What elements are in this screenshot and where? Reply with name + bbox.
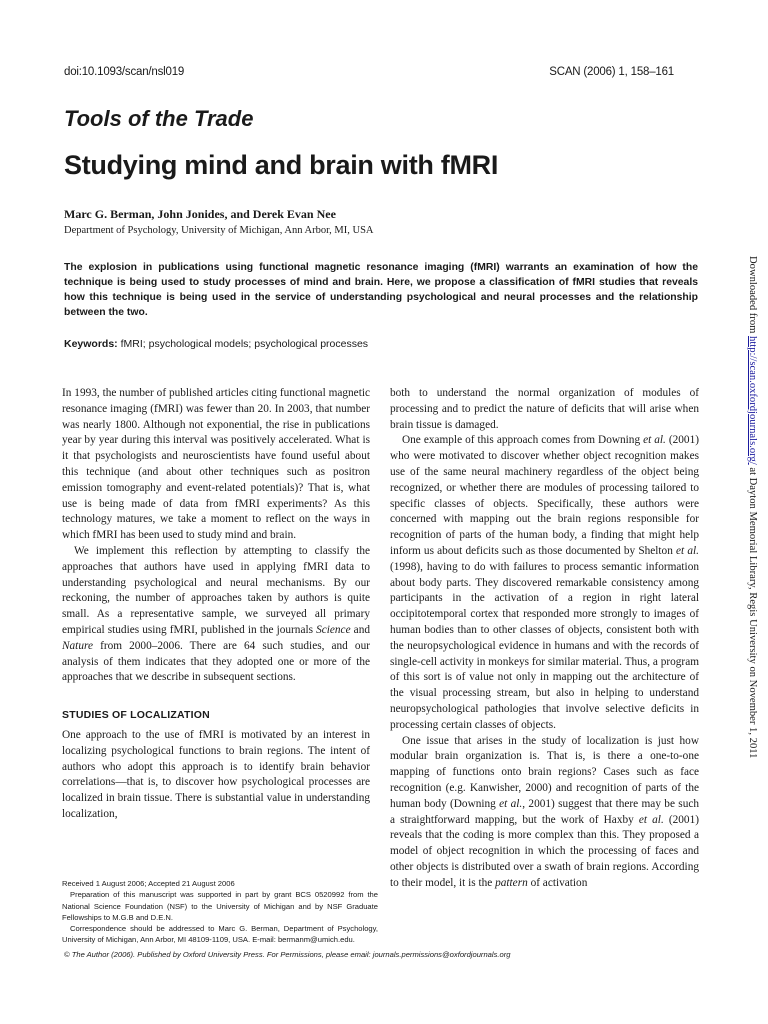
journal-name: Science	[316, 623, 351, 636]
body-paragraph: In 1993, the number of published articles citing functional magnetic resonance imaging (fMRI) was fewer than 20. In 2003, that number was nearly 1800. Although not exponential, the rise in publications year by year during this interval was positively accelerated. What is it that psychologists and neuroscientists have found useful about this technique (and about other techniques such as positron emission tomography and event-related potentials)? That is, what use is being made of data from fMRI experiments? As this technology matures, we take a moment to reflect on the ways in which fMRI has been used to study mind and brain.	[62, 387, 370, 542]
text-run: One example of this approach comes from Downing	[402, 434, 644, 447]
affiliation: Department of Psychology, University of Michigan, Ann Arbor, MI, USA	[64, 225, 374, 236]
text-run: from 2000–2006. There are 64 such studies, and our analysis of them indicates that they adopted one or more of the approaches that we describe in subsequent sections.	[62, 639, 370, 684]
text-run: , 2001) suggest that there may be such a straightforward mapping, but the work of Haxby	[390, 797, 700, 826]
keywords	[64, 338, 368, 350]
text-run: (1998), having to do with failures to process semantic information about body parts. They discovered remarkable consistency among participants in the activation of a region in right lateral occipitotemporal cortex that responded more strongly to images of human bodies than to other classes of objects, consistent both with the neuropsychological evidence in humans and with the records of single-cell activity in monkeys for similar material. Thus, a program of this sort is of value not only in mapping out the architecture of the visual processing stream, but also in helping to understand neuropsychological pathologies that involve selective deficits in processing certain classes of objects.	[390, 560, 699, 731]
body-paragraph	[390, 734, 699, 892]
body-paragraph	[390, 433, 699, 733]
doi: doi:10.1093/scan/nsl019	[64, 66, 185, 78]
journal-citation: SCAN (2006) 1, 158–161	[549, 66, 674, 78]
text-run: and	[350, 623, 370, 636]
text-run: One issue that arises in the study of localization is just how modular brain organization is. That is, is there a one-to-one mapping of functions onto brain regions? Cases such as face recognition (e.g. Kanwisher, 2000) and recognition of parts of the human body (Downing	[390, 734, 699, 810]
keywords-label: Keywords:	[64, 338, 118, 350]
emphasis: pattern	[495, 876, 528, 889]
text-run: of activation	[527, 876, 588, 889]
text-run: at Dayton Memorial Library, Regis University on November 1, 2011	[747, 464, 758, 759]
footnotes	[62, 878, 378, 946]
download-link[interactable]: http://scan.oxfordjournals.org/	[747, 336, 758, 465]
download-note	[747, 256, 758, 758]
section-label: Tools of the Trade	[64, 106, 254, 131]
et-al: et al.	[499, 797, 523, 810]
section-heading: STUDIES OF LOCALIZATION	[62, 709, 210, 722]
journal-name: Nature	[62, 639, 93, 652]
body-paragraph: both to understand the normal organization of modules of processing and to predict the nature of deficits that will arise when brain tissue is damaged.	[390, 387, 699, 431]
abstract: The explosion in publications using functional magnetic resonance imaging (fMRI) warrants an examination of how the technique is being used to study processes of mind and brain. Here, we propose a classification of fMRI studies that reveals how this technique is being used in the service of understanding psychological and neural processes and the relationship between the two.	[64, 262, 698, 318]
copyright-line: © The Author (2006). Published by Oxford University Press. For Permissions, please email: journals.permissions@oxfordjournals.org	[64, 950, 511, 959]
text-run: Downloaded from	[747, 256, 758, 337]
body-paragraph	[62, 544, 370, 686]
left-column	[62, 386, 370, 823]
author-list: Marc G. Berman, John Jonides, and Derek Evan Nee	[64, 207, 336, 221]
keywords-text: fMRI; psychological models; psychological processes	[117, 338, 369, 350]
right-column	[390, 386, 699, 892]
et-al: et al.	[643, 434, 666, 447]
correspondence-note: Correspondence should be addressed to Marc G. Berman, Department of Psychology, University of Michigan, Ann Arbor, MI 48109-1109, USA. E-mail: bermanm@umich.edu.	[62, 924, 378, 945]
text-run: We implement this reflection by attempting to classify the approaches that authors have used in applying fMRI data to understanding psychological and neural mechanisms. By our reckoning, the number of approaches taken by authors is quite small. As a representative sample, we surveyed all primary empirical studies using fMRI, published in the journals	[62, 544, 370, 636]
funding-note: Preparation of this manuscript was supported in part by grant BCS 0520992 from the National Science Foundation (NSF) to the University of Michigan and by NSF Graduate Fellowships to M.G.B and D.E.N.	[62, 890, 378, 922]
text-run: (2001) reveals that the coding is more complex than this. They proposed a model of object recognition in which the processing of faces and other objects is distributed over a swath of brain regions. According to their model, it is the	[390, 813, 699, 889]
text-run: (2001) who were motivated to discover whether object recognition makes use of the same neural machinery regardless of the object being recognized, or whether there are modules of processing tailored to specific classes of objects. Specifically, these authors were concerned with mapping out the brain regions responsible for recognition of parts of the human body, a finding that might help inform us about deficits such as those documented by Shelton	[390, 434, 699, 557]
body-paragraph: One approach to the use of fMRI is motivated by an interest in localizing psychological functions to brain regions. The intent of authors who adopt this approach is to identify brain behavior correlations—that is, to discover how psychological processes are localized in brain tissue. There is substantial value in understanding localization,	[62, 728, 370, 820]
received-dates: Received 1 August 2006; Accepted 21 August 2006	[62, 879, 235, 888]
article-title: Studying mind and brain with fMRI	[64, 150, 499, 180]
download-watermark	[742, 256, 760, 816]
et-al: et al.	[638, 813, 664, 826]
et-al: et al.	[676, 544, 700, 557]
